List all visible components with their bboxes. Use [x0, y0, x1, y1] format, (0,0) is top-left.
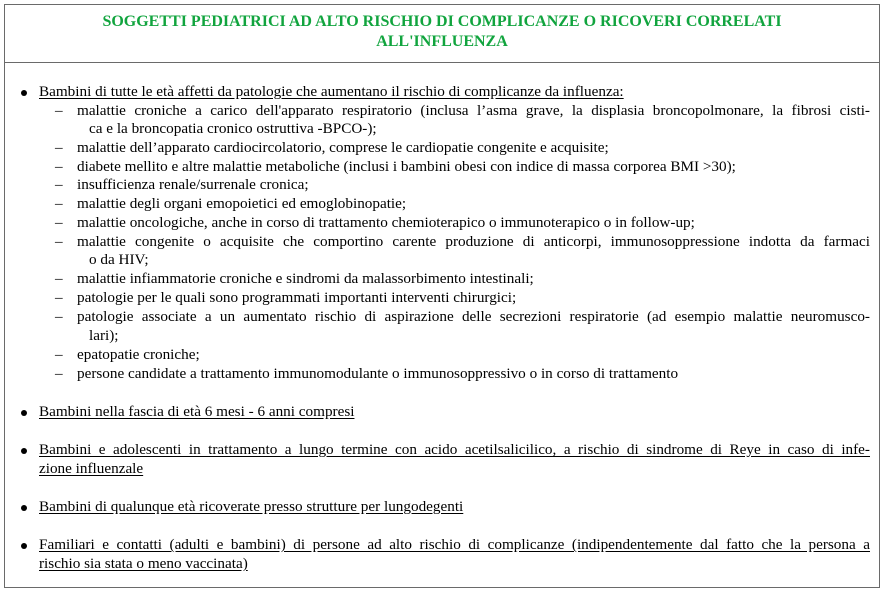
- subitem-8: malattie infiammatorie croniche e sindromi da malassorbimento intestinali;: [77, 270, 534, 287]
- subitem-2: malattie dell’apparato cardiocircolatorio, comprese le cardiopatie congenite e acquisite;: [77, 139, 609, 156]
- page-title: [5, 12, 879, 52]
- dash-marker: –: [55, 176, 63, 193]
- subitem-3: diabete mellito e altre malattie metaboliche (inclusi i bambini obesi con indice di massa corporea BMI >30);: [77, 158, 736, 175]
- subitem-7-line-1: malattie congenite o acquisite che comportino carente produzione di anticorpi, immunosoppressione indotta da farmaci: [77, 233, 870, 250]
- dash-marker: –: [55, 346, 63, 363]
- group-2-heading: Bambini nella fascia di età 6 mesi - 6 anni compresi: [39, 403, 355, 420]
- dash-marker: –: [55, 214, 63, 231]
- title-line-1: SOGGETTI PEDIATRICI AD ALTO RISCHIO DI COMPLICANZE O RICOVERI CORRELATI: [102, 13, 782, 30]
- bullet-dot: [21, 90, 27, 96]
- subitem-11: epatopatie croniche;: [77, 346, 200, 363]
- subitem-4: insufficienza renale/surrenale cronica;: [77, 176, 309, 193]
- subitem-12: persone candidate a trattamento immunomodulante o immunosoppressivo o in corso di trattamento: [77, 365, 679, 382]
- group-5-line-2: rischio sia stata o meno vaccinata): [39, 555, 248, 572]
- bullet-dot: [21, 505, 27, 511]
- subitem-5: malattie degli organi emopoietici ed emoglobinopatie;: [77, 195, 407, 212]
- subitem-6: malattie oncologiche, anche in corso di trattamento chemioterapico o immunoterapico o in follow-up;: [77, 214, 695, 231]
- dash-marker: –: [55, 158, 63, 175]
- group-3-line-1: Bambini e adolescenti in trattamento a lungo termine con acido acetilsalicilico, a rischio di sindrome di Reye in caso di infe-: [39, 441, 870, 458]
- group-5-line-1: Familiari e contatti (adulti e bambini) di persone ad alto rischio di complicanze (indipendentemente dal fatto che la persona a: [39, 536, 870, 553]
- subitem-1-line-1: malattie croniche a carico dell'apparato respiratorio (inclusa l’asma grave, la displasia broncopolmonare, la fibrosi cisti-: [77, 102, 870, 119]
- content-cell: [5, 63, 879, 589]
- subitem-1-line-2: ca e la broncopatia cronico ostruttiva -BPCO-);: [89, 120, 377, 137]
- group-3-line-2: zione influenzale: [39, 460, 144, 477]
- dash-marker: –: [55, 289, 63, 306]
- subitem-9: patologie per le quali sono programmati importanti interventi chirurgici;: [77, 289, 517, 306]
- subitem-10-line-2: lari);: [89, 327, 119, 344]
- table-frame: [4, 4, 880, 588]
- dash-marker: –: [55, 233, 63, 250]
- subitem-7-line-2: o da HIV;: [89, 251, 149, 268]
- group-1-heading: Bambini di tutte le età affetti da patologie che aumentano il rischio di complicanze da influenza:: [39, 83, 624, 100]
- dash-marker: –: [55, 365, 63, 382]
- dash-marker: –: [55, 270, 63, 287]
- title-line-2: ALL'INFLUENZA: [376, 33, 508, 50]
- bullet-dot: [21, 448, 27, 454]
- bullet-dot: [21, 410, 27, 416]
- dash-marker: –: [55, 308, 63, 325]
- group-4-heading: Bambini di qualunque età ricoverate presso strutture per lungodegenti: [39, 498, 464, 515]
- dash-marker: –: [55, 195, 63, 212]
- dash-marker: –: [55, 139, 63, 156]
- bullet-dot: [21, 543, 27, 549]
- title-row: [5, 5, 879, 63]
- subitem-10-line-1: patologie associate a un aumentato rischio di aspirazione delle secrezioni respiratorie (ad esempio malattie neuromusco-: [77, 308, 870, 325]
- dash-marker: –: [55, 102, 63, 119]
